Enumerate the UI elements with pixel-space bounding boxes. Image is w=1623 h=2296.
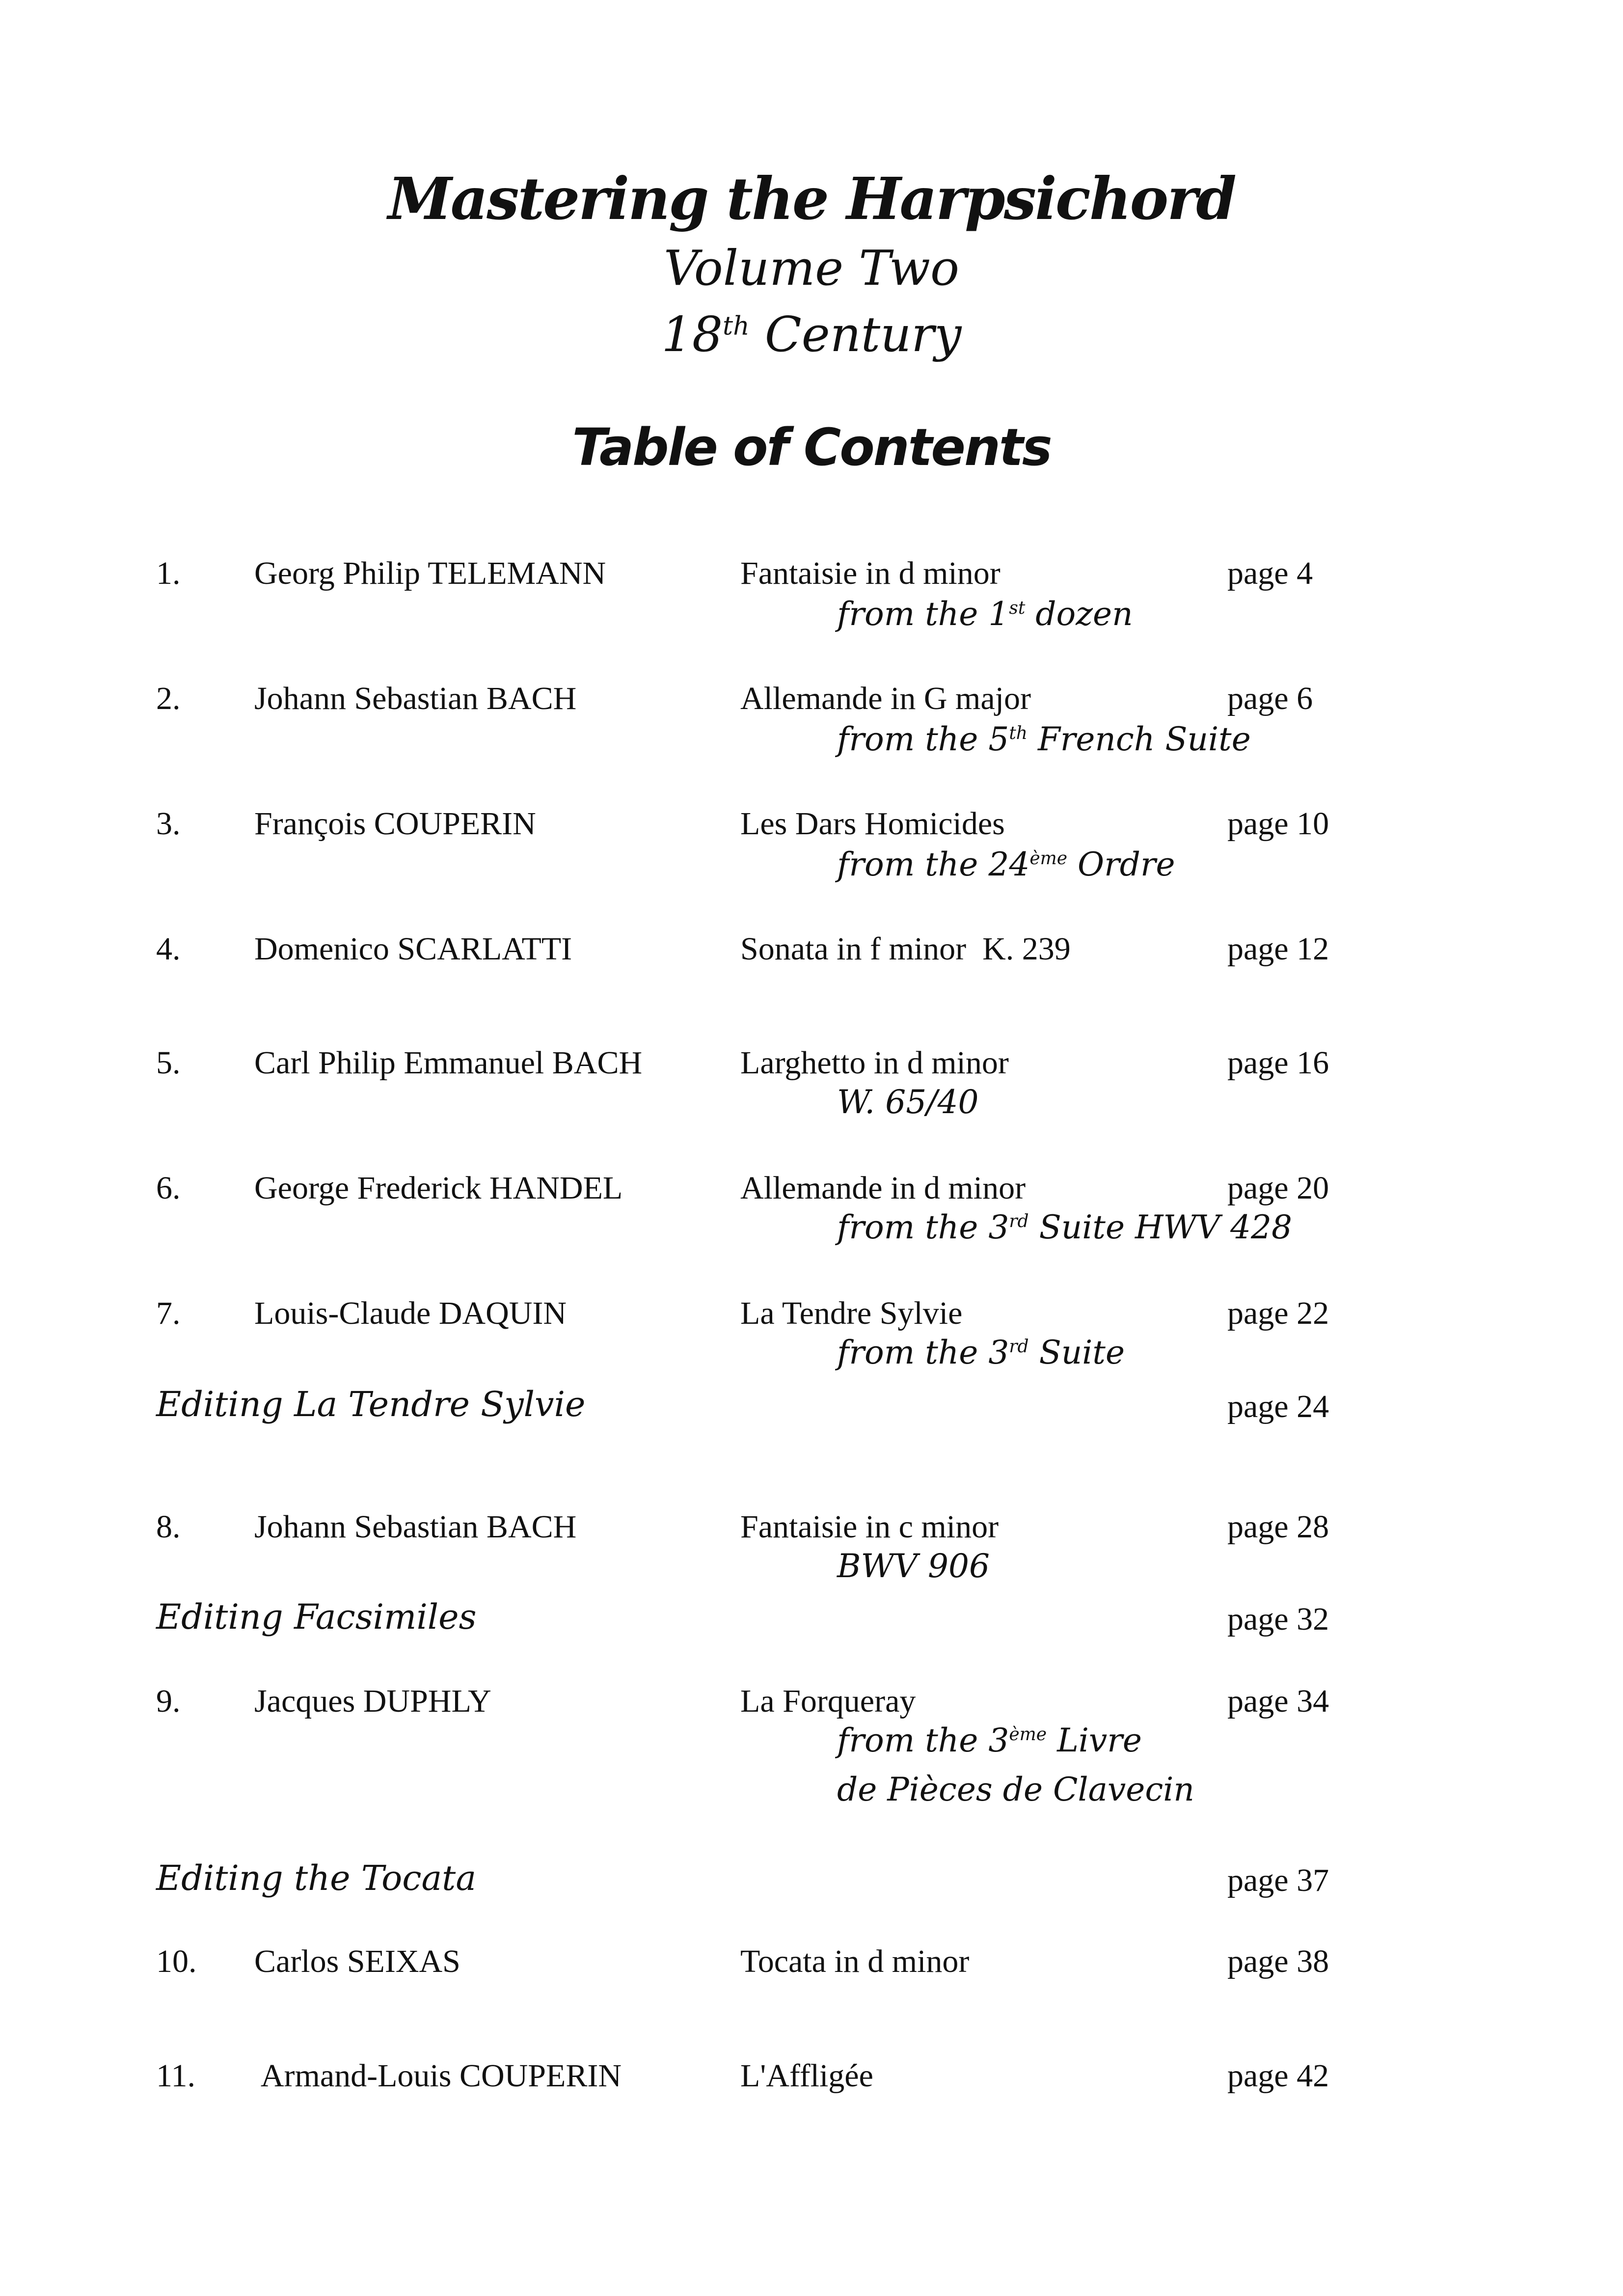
entry-work: Allemande in G major	[740, 681, 1031, 716]
entry-page: page 4	[1227, 555, 1313, 591]
entry-source-line-2: de Pièces de Clavecin	[837, 1771, 1194, 1808]
volume-subtitle: Volume Two	[663, 241, 960, 297]
entry-work: Larghetto in d minor	[740, 1045, 1009, 1081]
source-ordinal: th	[1009, 723, 1028, 743]
century-ordinal: th	[723, 311, 750, 341]
entry-number: 6.	[156, 1170, 181, 1206]
source-text: from the 3	[837, 1334, 1009, 1371]
editing-label: Editing the Tocata	[156, 1858, 477, 1898]
source-text: from the 3	[837, 1722, 1009, 1759]
entry-page: page 28	[1227, 1509, 1329, 1545]
entry-source	[837, 1208, 1292, 1246]
entry-work: La Tendre Sylvie	[740, 1295, 963, 1331]
entry-number: 10.	[156, 1943, 197, 1979]
entry-page: page 12	[1227, 931, 1329, 967]
entry-work: Tocata in d minor	[740, 1943, 970, 1979]
source-ordinal: rd	[1009, 1211, 1029, 1231]
entry-source: BWV 906	[837, 1547, 990, 1585]
book-title: Mastering the Harpsichord	[388, 164, 1235, 233]
entry-source: W. 65/40	[837, 1083, 979, 1121]
entry-work: Fantaisie in d minor	[740, 555, 1001, 591]
entry-page: page 34	[1227, 1683, 1329, 1719]
source-text-end: Ordre	[1067, 846, 1175, 883]
entry-page: page 10	[1227, 806, 1329, 842]
entry-work: Allemande in d minor	[740, 1170, 1026, 1206]
entry-composer: Louis-Claude DAQUIN	[254, 1295, 567, 1331]
entry-number: 5.	[156, 1045, 181, 1081]
source-text-end: Suite HWV 428	[1028, 1208, 1292, 1246]
source-text: from the 1	[837, 595, 1009, 633]
entry-work: Les Dars Homicides	[740, 806, 1005, 842]
entry-composer: Carlos SEIXAS	[254, 1943, 460, 1979]
source-ordinal: rd	[1009, 1337, 1029, 1357]
entry-source	[837, 1334, 1125, 1371]
entry-composer: Georg Philip TELEMANN	[254, 555, 606, 591]
entry-composer: Johann Sebastian BACH	[254, 1509, 577, 1545]
source-text: from the 5	[837, 720, 1009, 758]
entry-number: 1.	[156, 555, 181, 591]
source-ordinal: st	[1009, 598, 1026, 618]
entry-composer: Domenico SCARLATTI	[254, 931, 572, 967]
entry-source	[837, 1724, 1142, 1757]
entry-page: page 38	[1227, 1943, 1329, 1979]
source-text-end: dozen	[1025, 595, 1133, 633]
entry-composer: George Frederick HANDEL	[254, 1170, 623, 1206]
entry-page: page 22	[1227, 1295, 1329, 1331]
entry-composer: François COUPERIN	[254, 806, 536, 842]
entry-number: 11.	[156, 2058, 196, 2094]
entry-composer: Carl Philip Emmanuel BACH	[254, 1045, 643, 1081]
entry-number: 7.	[156, 1295, 181, 1331]
century-number: 18	[661, 307, 723, 363]
century-subtitle	[0, 307, 1623, 363]
entry-source	[837, 595, 1133, 633]
entry-number: 2.	[156, 681, 181, 716]
source-text: from the 24	[837, 846, 1030, 883]
entry-number: 8.	[156, 1509, 181, 1545]
entry-page: page 42	[1227, 2058, 1329, 2094]
century-word: Century	[749, 307, 962, 363]
entry-composer: Johann Sebastian BACH	[254, 681, 577, 716]
entry-source	[837, 848, 1175, 881]
entry-work: Sonata in f minor K. 239	[740, 931, 1071, 967]
source-ordinal: ème	[1009, 1724, 1047, 1745]
entry-work: La Forqueray	[740, 1683, 916, 1719]
source-text-end: Suite	[1028, 1334, 1125, 1371]
editing-page: page 24	[1227, 1389, 1329, 1424]
toc-heading: Table of Contents	[572, 417, 1051, 477]
editing-label: Editing La Tendre Sylvie	[156, 1384, 586, 1424]
entry-work: Fantaisie in c minor	[740, 1509, 999, 1545]
entry-number: 4.	[156, 931, 181, 967]
source-ordinal: ème	[1029, 848, 1068, 869]
entry-page: page 6	[1227, 681, 1313, 716]
entry-page: page 20	[1227, 1170, 1329, 1206]
editing-label: Editing Facsimiles	[156, 1597, 477, 1637]
editing-page: page 32	[1227, 1601, 1329, 1637]
entry-composer: Jacques DUPHLY	[254, 1683, 491, 1719]
source-text-end: French Suite	[1028, 720, 1251, 758]
entry-number: 9.	[156, 1683, 181, 1719]
entry-work: L'Affligée	[740, 2058, 873, 2094]
editing-page: page 37	[1227, 1862, 1329, 1898]
source-text: from the 3	[837, 1208, 1009, 1246]
entry-source	[837, 720, 1251, 758]
entry-number: 3.	[156, 806, 181, 842]
entry-page: page 16	[1227, 1045, 1329, 1081]
entry-composer: Armand-Louis COUPERIN	[254, 2058, 622, 2094]
source-text-end: Livre	[1047, 1722, 1142, 1759]
